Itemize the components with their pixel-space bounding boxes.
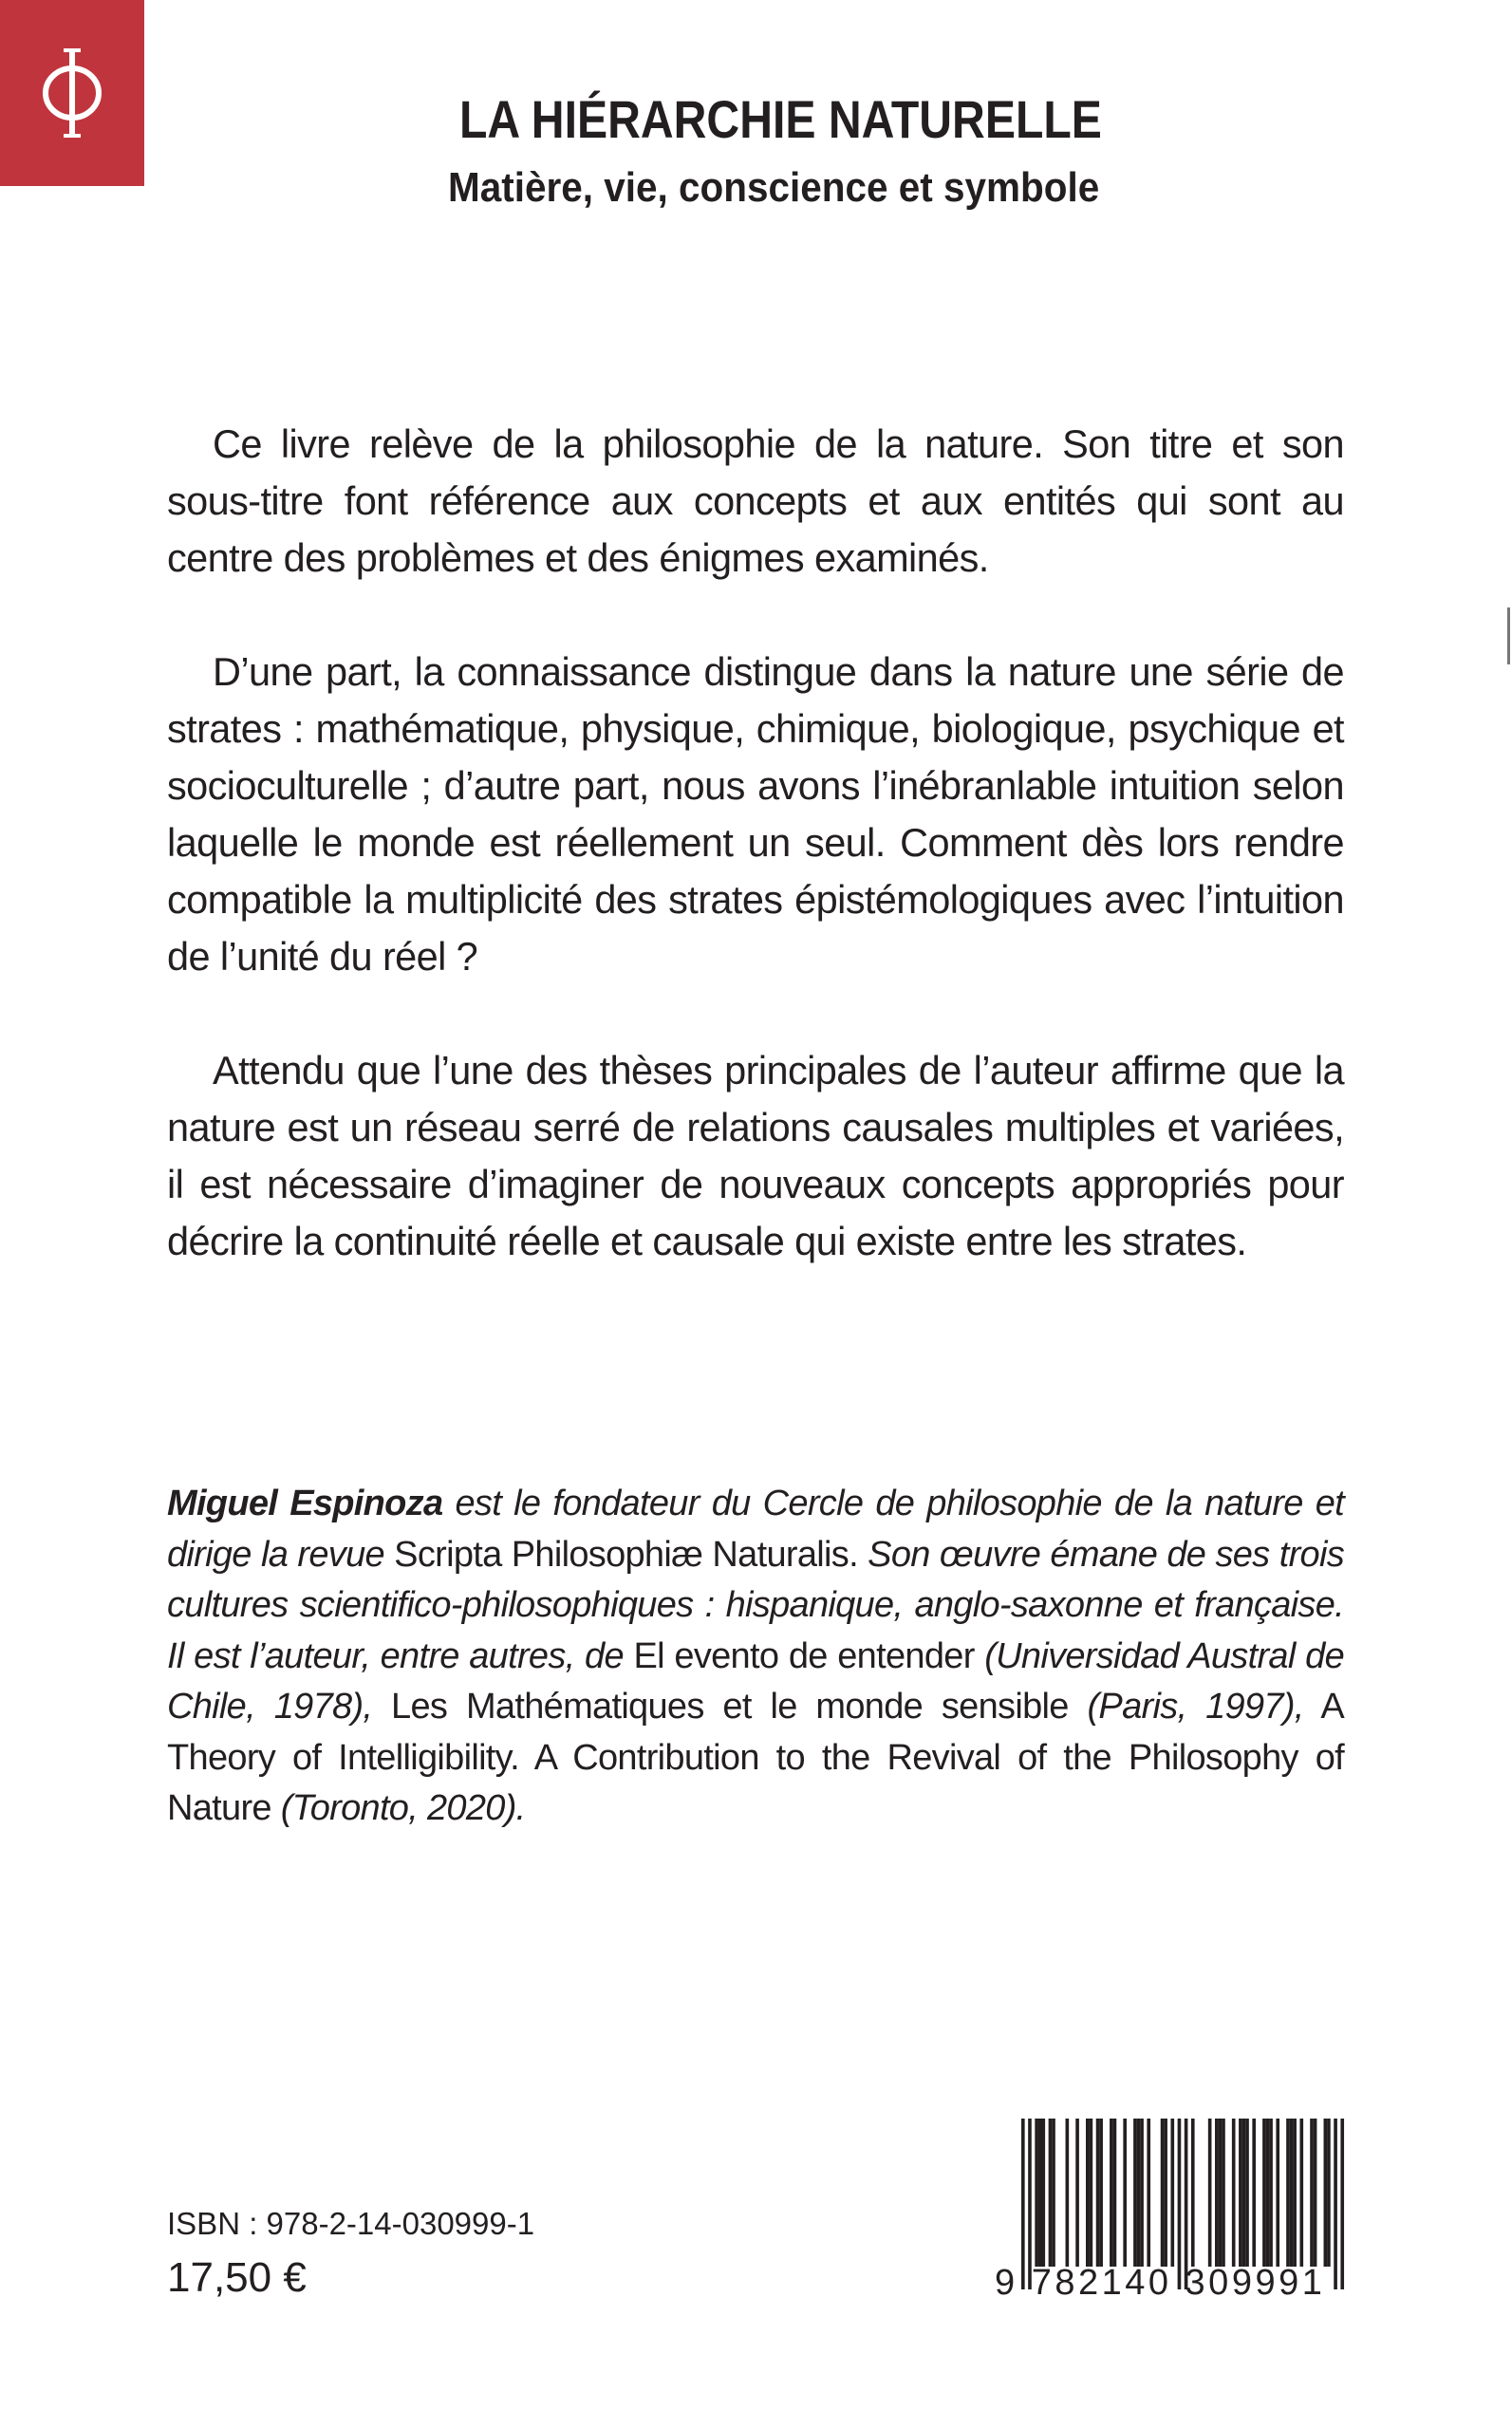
barcode-bar xyxy=(1293,2119,1297,2267)
barcode-bar xyxy=(1140,2119,1144,2267)
barcode-bar xyxy=(1161,2119,1165,2267)
barcode-bar xyxy=(1269,2119,1273,2267)
book-publisher-2: (Paris, 1997), xyxy=(1068,1687,1304,1727)
barcode-bar xyxy=(1041,2119,1045,2267)
barcode-bar xyxy=(1232,2119,1236,2267)
barcode-bar xyxy=(1252,2119,1256,2267)
barcode-bar xyxy=(1147,2119,1150,2267)
barcode-bar xyxy=(1245,2119,1249,2267)
bio-text-2: Son œuvre émane de ses trois cultures scientifico-philosophiques : hispanique, anglo-saxonne et française. Il est l’auteur, entre autres, de xyxy=(167,1534,1345,1676)
barcode-bar xyxy=(1290,2119,1294,2267)
author-bio xyxy=(167,1479,1344,1835)
barcode-bar xyxy=(1096,2119,1100,2267)
edge-mark xyxy=(1507,607,1510,664)
barcode-bar xyxy=(1215,2119,1219,2267)
barcode-bar xyxy=(1066,2119,1070,2267)
book-title: LA HIÉRARCHIE NATURELLE xyxy=(459,89,1102,149)
barcode-bar xyxy=(1133,2119,1137,2267)
barcode-bar xyxy=(1266,2119,1270,2267)
barcode-bar xyxy=(1035,2119,1038,2267)
barcode-bar xyxy=(1170,2119,1174,2267)
book-subtitle: Matière, vie, conscience et symbole xyxy=(448,164,1100,211)
barcode-bar xyxy=(1164,2119,1167,2267)
publisher-logo xyxy=(0,0,144,186)
barcode-bar xyxy=(1314,2119,1317,2267)
barcode-bar xyxy=(1276,2119,1279,2267)
barcode-bar xyxy=(1286,2119,1290,2267)
barcode-bar xyxy=(1222,2119,1225,2267)
barcode-bar xyxy=(1191,2119,1195,2267)
barcode-bar xyxy=(1324,2119,1328,2267)
price: 17,50 € xyxy=(167,2254,307,2301)
barcode-bar xyxy=(1113,2119,1117,2267)
barcode-bar xyxy=(1208,2119,1212,2267)
blurb-paragraph-3: Attendu que l’une des thèses principales de l’auteur affirme que la nature est un réseau serré de relations causales multiples et variées, il est nécessaire d’imaginer de nouveaux concepts appropriés pour décrire la continuité réelle et causale qui existe entre les strates. xyxy=(167,1048,1344,1263)
book-title-2: Les Mathématiques et le monde sensible xyxy=(372,1687,1069,1727)
barcode-bar xyxy=(1090,2119,1093,2267)
book-title-1: El evento de entender xyxy=(633,1635,975,1676)
barcode-bar xyxy=(1219,2119,1223,2267)
barcode-bar xyxy=(1299,2119,1303,2267)
barcode-bar xyxy=(1099,2119,1103,2267)
barcode-bar xyxy=(1334,2119,1337,2289)
barcode-bar xyxy=(1086,2119,1090,2267)
barcode-bar xyxy=(1327,2119,1331,2267)
barcode-bar xyxy=(1239,2119,1242,2267)
barcode-digits: 9 782140 309991 xyxy=(995,2263,1326,2303)
bio-text-1: est le fondateur du Cercle de philosophie de la nature et dirige la revue xyxy=(167,1484,1344,1575)
blurb-paragraph-2: D’une part, la connaissance distingue dans la nature une série de strates : mathématique, physique, chimique, biologique, psychique et socioculturelle ; d’autre part, nous avons l’inébranlable intuition selon laquelle le monde est réellement un seul. Comment dès lors rendre compatible la multiplicité des strates épistémologiques avec l’intuition de l’unité du réel ? xyxy=(167,649,1344,979)
barcode-bar xyxy=(1038,2119,1042,2267)
barcode-bar xyxy=(1340,2119,1344,2289)
book-title-3: A Theory of Intelligibility. A Contribution to the Revival of the Philosophy of Nature xyxy=(167,1687,1344,1828)
barcode-bar xyxy=(1310,2119,1314,2267)
barcode-bar xyxy=(1137,2119,1141,2267)
barcode-bar xyxy=(1052,2119,1055,2267)
barcode-bar xyxy=(1075,2119,1079,2267)
book-publisher-3: (Toronto, 2020). xyxy=(271,1788,526,1828)
author-name: Miguel Espinoza xyxy=(167,1484,443,1523)
barcode-bar xyxy=(1242,2119,1246,2267)
barcode-bar xyxy=(1123,2119,1127,2267)
blurb-paragraph-1: Ce livre relève de la philosophie de la nature. Son titre et son sous-titre font référence aux concepts et aux entités qui sont au centre des problèmes et des énigmes examinés. xyxy=(167,421,1344,580)
journal-title: Scripta Philosophiæ Naturalis. xyxy=(394,1534,858,1575)
phi-icon xyxy=(34,41,110,145)
book-publisher-1: (Universidad Austral de Chile, 1978), xyxy=(167,1635,1344,1727)
barcode-bar xyxy=(1110,2119,1113,2267)
barcode-bar xyxy=(1262,2119,1266,2267)
isbn: ISBN : 978-2-14-030999-1 xyxy=(167,2206,535,2241)
barcode-bar xyxy=(1049,2119,1053,2267)
